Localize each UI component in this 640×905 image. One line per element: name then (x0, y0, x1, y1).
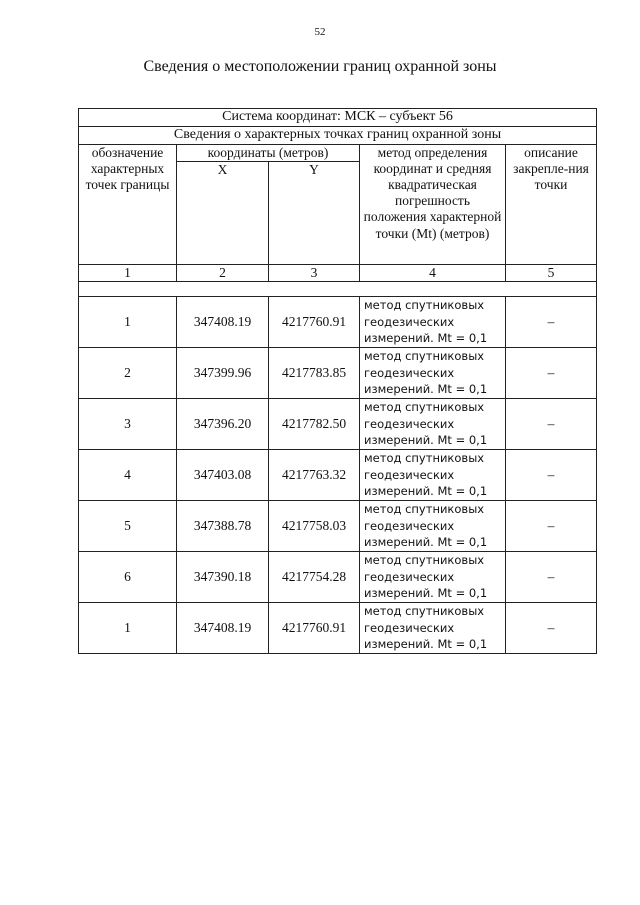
y-cell: 4217760.91 (269, 602, 360, 653)
y-cell: 4217758.03 (269, 500, 360, 551)
y-cell: 4217754.28 (269, 551, 360, 602)
table-body (79, 109, 597, 654)
document-title: Сведения о местоположении границ охранной зоны (143, 58, 497, 75)
description-cell: – (506, 449, 597, 500)
method-cell: метод спутниковых геодезических измерений. Mt = 0,1 (360, 500, 506, 551)
header-method: метод определения координат и средняя квадратическая погрешность положения характерной точки (Mt) (метров) (360, 144, 506, 264)
y-cell: 4217763.32 (269, 449, 360, 500)
method-cell: метод спутниковых геодезических измерений. Mt = 0,1 (360, 551, 506, 602)
x-cell: 347390.18 (177, 551, 269, 602)
coordinate-system-cell: Система координат: МСК – субъект 56 (79, 109, 597, 127)
column-number: 4 (360, 264, 506, 281)
description-cell: – (506, 398, 597, 449)
x-cell: 347396.20 (177, 398, 269, 449)
section-title-row (79, 126, 597, 144)
y-cell: 4217783.85 (269, 347, 360, 398)
description-cell: – (506, 296, 597, 347)
description-cell: – (506, 500, 597, 551)
point-cell: 3 (79, 398, 177, 449)
header-designation: обозначение характерных точек границы (79, 144, 177, 264)
table-row (79, 347, 597, 398)
table-row (79, 551, 597, 602)
point-cell: 1 (79, 296, 177, 347)
y-cell: 4217760.91 (269, 296, 360, 347)
coordinate-system-row (79, 109, 597, 127)
x-cell: 347403.08 (177, 449, 269, 500)
x-cell: 347408.19 (177, 602, 269, 653)
point-cell: 6 (79, 551, 177, 602)
column-number: 2 (177, 264, 269, 281)
page-number: 52 (314, 26, 326, 38)
point-cell: 2 (79, 347, 177, 398)
column-number: 1 (79, 264, 177, 281)
point-cell: 4 (79, 449, 177, 500)
header-description: описание закрепле-ния точки (506, 144, 597, 264)
column-numbers-row (79, 264, 597, 281)
header-row (79, 144, 597, 161)
description-cell: – (506, 551, 597, 602)
description-cell: – (506, 347, 597, 398)
boundary-points-table (78, 108, 597, 654)
y-cell: 4217782.50 (269, 398, 360, 449)
point-cell: 5 (79, 500, 177, 551)
header-y: Y (269, 161, 360, 264)
x-cell: 347408.19 (177, 296, 269, 347)
x-cell: 347399.96 (177, 347, 269, 398)
header-coordinates: координаты (метров) (177, 144, 360, 161)
table-row (79, 449, 597, 500)
empty-row (79, 281, 597, 296)
method-cell: метод спутниковых геодезических измерений. Mt = 0,1 (360, 296, 506, 347)
method-cell: метод спутниковых геодезических измерений. Mt = 0,1 (360, 398, 506, 449)
column-number: 3 (269, 264, 360, 281)
method-cell: метод спутниковых геодезических измерений. Mt = 0,1 (360, 449, 506, 500)
table-row (79, 398, 597, 449)
empty-cell (79, 281, 597, 296)
method-cell: метод спутниковых геодезических измерений. Mt = 0,1 (360, 602, 506, 653)
x-cell: 347388.78 (177, 500, 269, 551)
header-x: X (177, 161, 269, 264)
table-row (79, 296, 597, 347)
description-cell: – (506, 602, 597, 653)
point-cell: 1 (79, 602, 177, 653)
column-number: 5 (506, 264, 597, 281)
method-cell: метод спутниковых геодезических измерений. Mt = 0,1 (360, 347, 506, 398)
table-row (79, 602, 597, 653)
table-row (79, 500, 597, 551)
section-title-cell: Сведения о характерных точках границ охранной зоны (79, 126, 597, 144)
